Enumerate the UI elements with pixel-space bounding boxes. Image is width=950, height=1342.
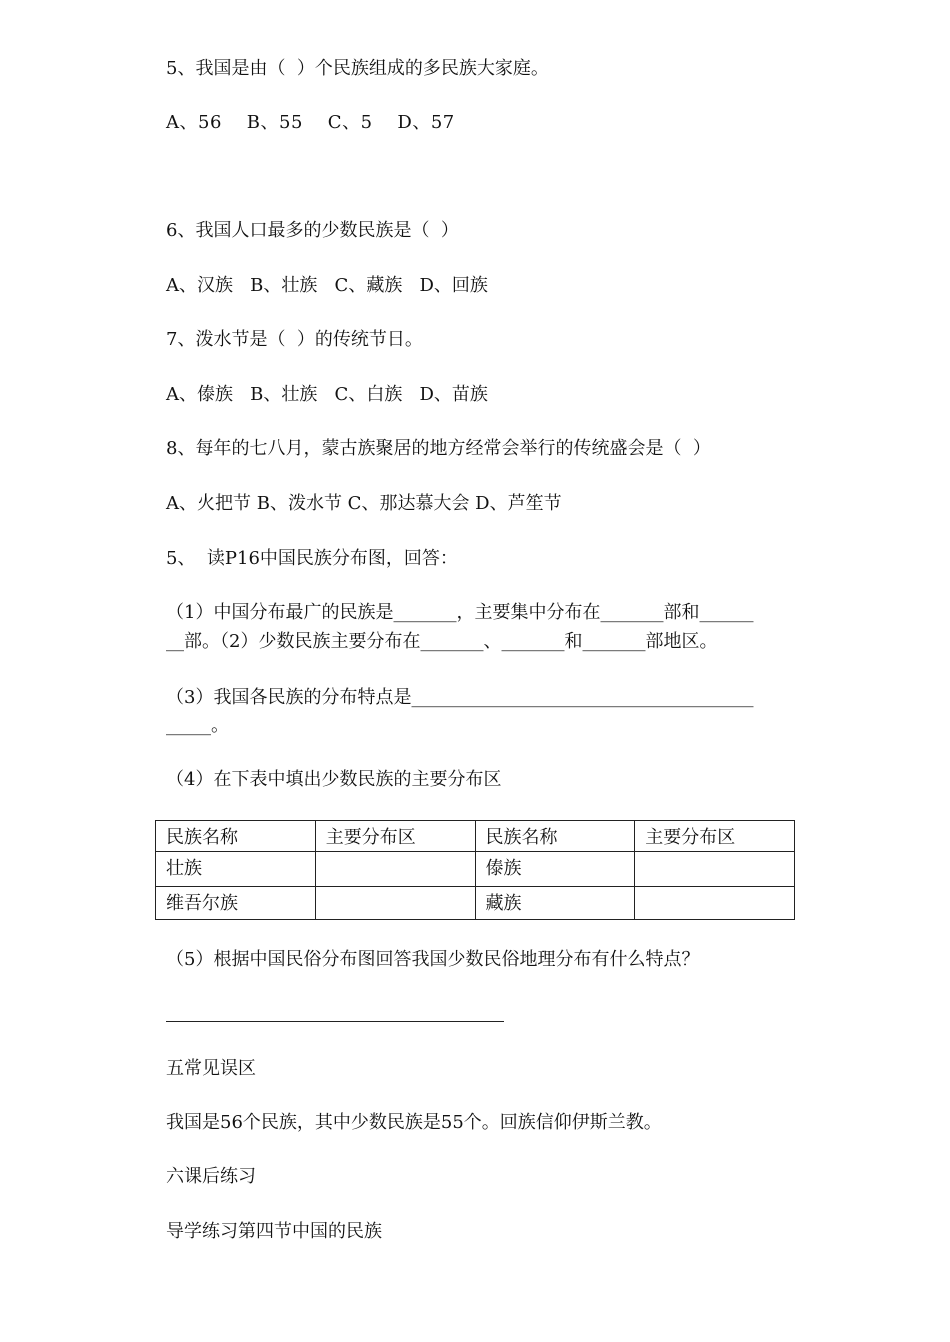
table-header-cell: 民族名称: [475, 821, 635, 852]
q7-stem: 7、泼水节是（ ）的传统节日。: [166, 329, 423, 350]
section-six-title: 六课后练习: [166, 1166, 256, 1187]
map-question-part3-line2: _____。: [166, 715, 229, 736]
q7-options: A、傣族 B、壮族 C、白族 D、苗族: [166, 384, 488, 405]
map-question-part1-line1: （1）中国分布最广的民族是_______，主要集中分布在_______部和______: [166, 602, 754, 623]
section-six-subtitle: 导学练习第四节中国的民族: [166, 1221, 382, 1242]
map-question-part3-line1: （3）我国各民族的分布特点是______________________________________: [166, 687, 754, 708]
map-question-part5: （5）根据中国民俗分布图回答我国少数民俗地理分布有什么特点？: [166, 949, 700, 970]
minority-distribution-table: [155, 820, 795, 920]
table-row: [156, 852, 795, 887]
q8-stem: 8、每年的七八月，蒙古族聚居的地方经常会举行的传统盛会是（ ）: [166, 438, 711, 459]
map-question-heading: 5、 读P16中国民族分布图，回答：: [166, 548, 458, 569]
map-question-part1-line2: __部。（2）少数民族主要分布在_______、_______和_______部地区。: [166, 631, 718, 652]
table-cell-ethnic-name: 藏族: [475, 887, 635, 920]
table-cell-ethnic-name: 壮族: [156, 852, 316, 887]
table-row: [156, 887, 795, 920]
table-header-row: [156, 821, 795, 852]
table-cell-ethnic-name: 维吾尔族: [156, 887, 316, 920]
answer-line[interactable]: [166, 1021, 504, 1022]
map-question-part4: （4）在下表中填出少数民族的主要分布区: [166, 769, 502, 790]
table-cell-ethnic-name: 傣族: [475, 852, 635, 887]
table-header-cell: 主要分布区: [635, 821, 795, 852]
table-cell-distribution-blank[interactable]: [635, 852, 795, 887]
table-header-cell: 民族名称: [156, 821, 316, 852]
table-cell-distribution-blank[interactable]: [315, 852, 475, 887]
table-cell-distribution-blank[interactable]: [315, 887, 475, 920]
q5-options: A、56 B、55 C、5 D、57: [166, 112, 455, 133]
section-five-text: 我国是56个民族，其中少数民族是55个。回族信仰伊斯兰教。: [166, 1112, 662, 1133]
q6-options: A、汉族 B、壮族 C、藏族 D、回族: [166, 275, 488, 296]
section-five-title: 五常见误区: [166, 1058, 256, 1079]
table-cell-distribution-blank[interactable]: [635, 887, 795, 920]
q8-options: A、火把节 B、泼水节 C、那达慕大会 D、芦笙节: [166, 493, 562, 514]
q5-stem: 5、我国是由（ ）个民族组成的多民族大家庭。: [166, 58, 549, 79]
q6-stem: 6、我国人口最多的少数民族是（ ）: [166, 220, 459, 241]
table-header-cell: 主要分布区: [315, 821, 475, 852]
